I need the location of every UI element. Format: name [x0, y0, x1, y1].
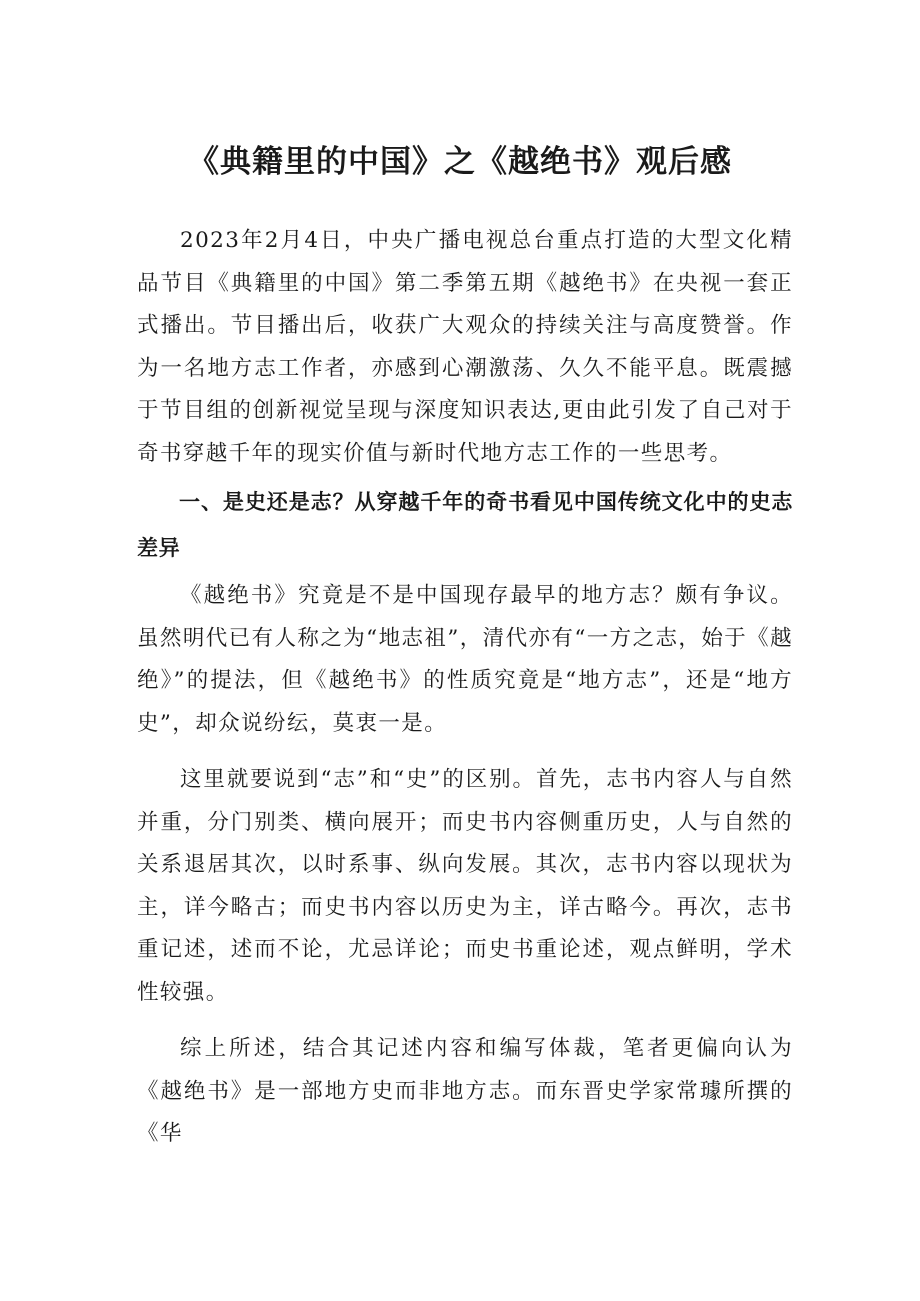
document-body	[137, 220, 793, 1156]
spacer	[137, 745, 793, 759]
section-heading-1: 一、是史还是志？从穿越千年的奇书看见中国传统文化中的史志差异	[137, 490, 793, 560]
document-title: 《典籍里的中国》之《越绝书》观后感	[188, 144, 732, 180]
paragraph-conclusion: 综上所述，结合其记述内容和编写体裁，笔者更偏向认为《越绝书》是一部地方史而非地方志。而东晋史学家常璩所撰的《华	[137, 1036, 793, 1146]
paragraph-controversy: 《越绝书》究竟是不是中国现存最早的地方志？颇有争议。虽然明代已有人称之为“地志祖”，清代亦有“一方之志，始于《越绝》”的提法，但《越绝书》的性质究竟是“地方志”，还是“地方史”，却众说纷纭，莫衷一是。	[137, 583, 793, 736]
paragraph-intro: 2023年2月4日，中央广播电视总台重点打造的大型文化精品节目《典籍里的中国》第二季第五期《越绝书》在央视一套正式播出。节目播出后，收获广大观众的持续关注与高度赞誉。作为一名地方志工作者，亦感到心潮激荡、久久不能平息。既震撼于节目组的创新视觉呈现与深度知识表达,更由此引发了自己对于奇书穿越千年的现实价值与新时代地方志工作的一些思考。	[137, 228, 793, 466]
paragraph-difference: 这里就要说到“志”和“史”的区别。首先，志书内容人与自然并重，分门别类、横向展开；而史书内容侧重历史，人与自然的关系退居其次，以时系事、纵向发展。其次，志书内容以现状为主，详今略古；而史书内容以历史为主，详古略今。再次，志书重记述，述而不论，尤忌详论；而史书重论述，观点鲜明，学术性较强。	[137, 767, 793, 1005]
spacer	[137, 1014, 793, 1028]
